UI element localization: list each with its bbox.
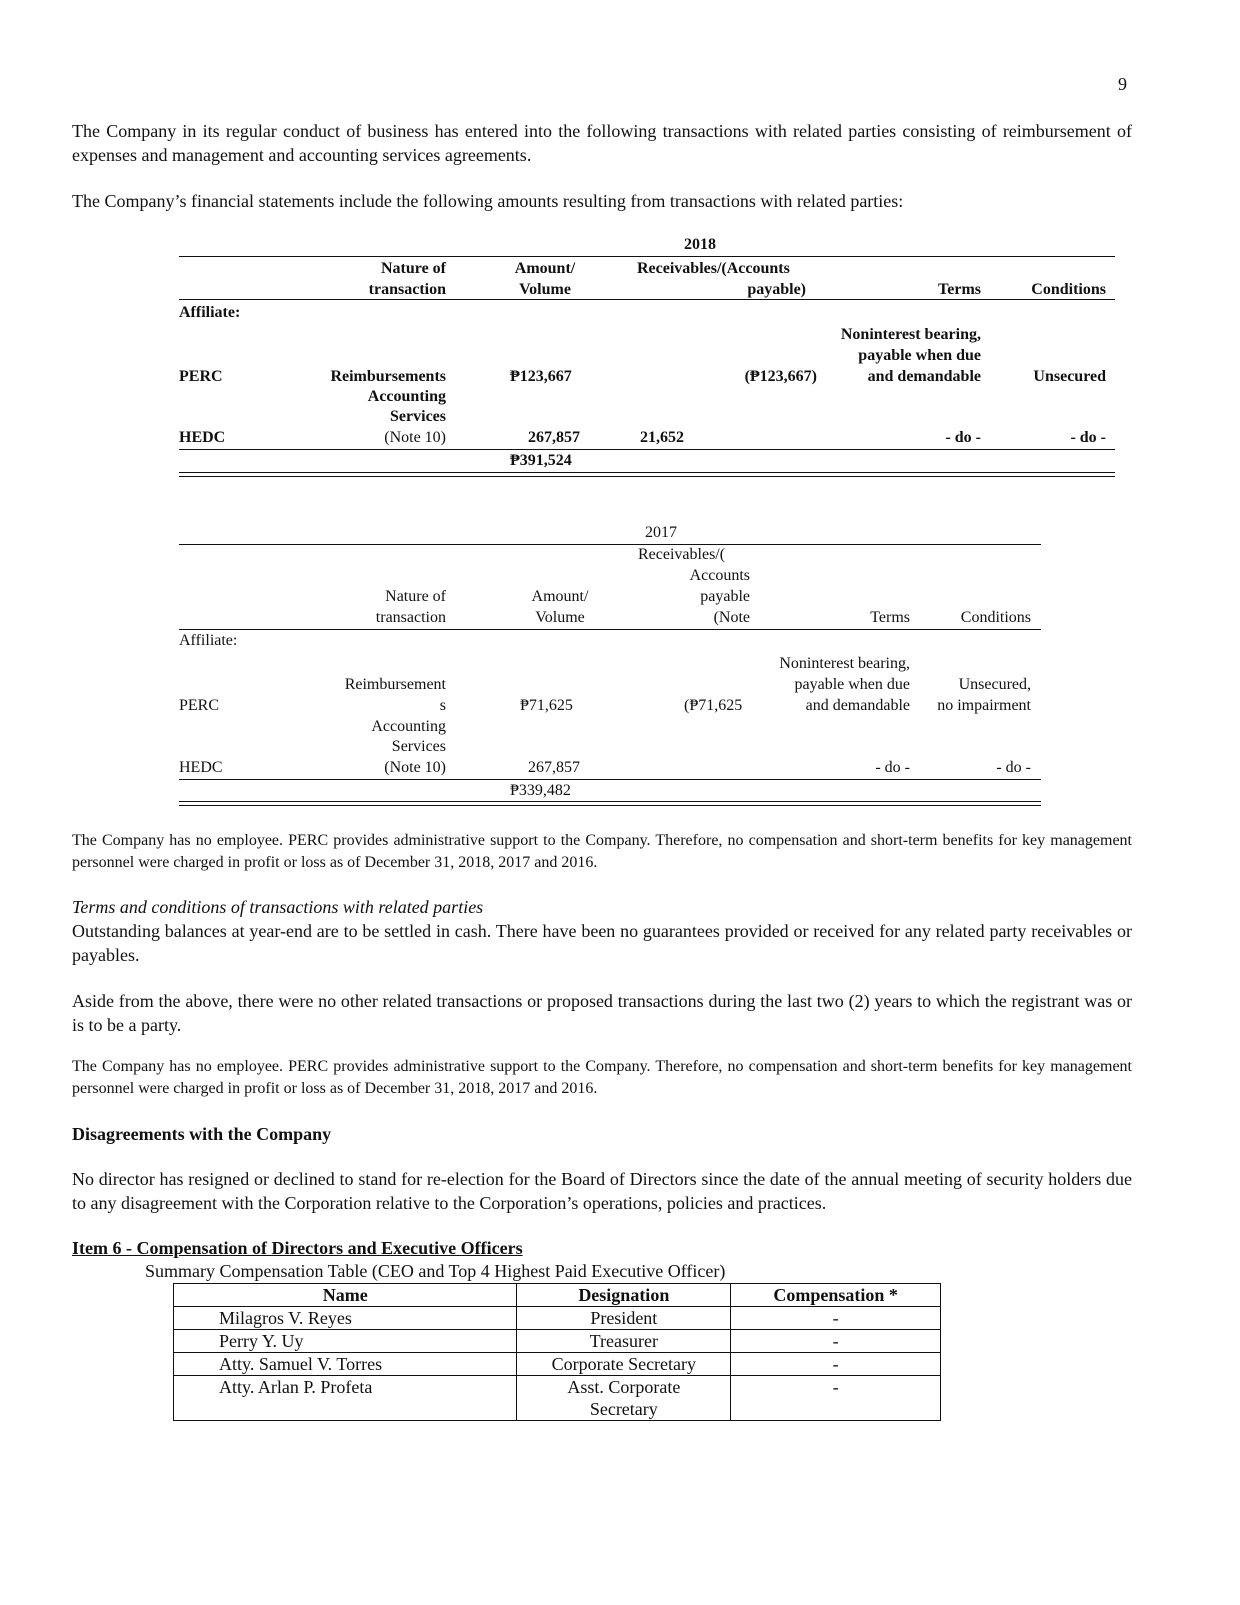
nature-cell: s [439, 697, 446, 714]
compensation-table [173, 1283, 941, 1421]
affiliate-name: PERC [179, 697, 220, 714]
affiliate-name: HEDC [179, 759, 223, 776]
rule [179, 629, 1041, 630]
column-header: Designation [517, 1284, 731, 1307]
rule [179, 299, 1115, 300]
table-row [174, 1307, 941, 1330]
terms-text: payable when due [794, 676, 910, 693]
conditions-text: no impairment [937, 697, 1031, 714]
terms-text: and demandable [867, 368, 981, 385]
header-terms: Terms [938, 281, 981, 298]
conditions-cell: - do - [996, 759, 1031, 776]
header-nature: Nature of [380, 260, 446, 277]
disagreements-body: No director has resigned or declined to stand for re-election for the Board of Directors since the date of the annual meeting of security holders due to any disagreement with the Corporation relative to the Corporation’s operations, policies and practices. [72, 1169, 1132, 1213]
no-employee-note: The Company has no employee. PERC provides administrative support to the Company. Therefore, no compensation and short-term benefits for key management personnel were charged in profit or loss as of December 31, 2018, 2017 and 2016. [72, 832, 1132, 871]
receivable-cell: 21,652 [640, 429, 684, 446]
designation-cell [517, 1376, 731, 1421]
header-nature: transaction [375, 609, 446, 626]
header-terms: Terms [870, 609, 910, 626]
table-row [174, 1353, 941, 1376]
compensation-cell: - [731, 1353, 941, 1376]
item6-heading: Item 6 - Compensation of Directors and Executive Officers [72, 1238, 523, 1258]
total-amount: ₱391,524 [510, 452, 572, 469]
compensation-cell: - [731, 1307, 941, 1330]
designation-cell: Corporate Secretary [517, 1353, 731, 1376]
rule [179, 544, 1041, 545]
nature-cell: (Note 10) [384, 759, 446, 776]
affiliate-label: Affiliate: [179, 632, 238, 649]
rule [179, 779, 1041, 780]
name-cell: Atty. Arlan P. Profeta [174, 1376, 517, 1421]
payable-cell: (₱123,667) [744, 368, 817, 385]
header-nature: Nature of [385, 588, 446, 605]
nature-cell: Reimbursement [344, 676, 446, 693]
affiliate-label: Affiliate: [179, 304, 241, 321]
nature-cell: Services [390, 408, 446, 425]
nature-cell: Reimbursements [330, 368, 446, 385]
name-cell: Atty. Samuel V. Torres [174, 1353, 517, 1376]
table-row [174, 1330, 941, 1353]
conditions-cell: - do - [1070, 429, 1106, 446]
table-row [174, 1376, 941, 1421]
table-year: 2018 [684, 236, 716, 253]
page-number: 9 [1118, 74, 1127, 94]
header-receivables: (Note [713, 609, 750, 626]
summary-caption: Summary Compensation Table (CEO and Top 4 Highest Paid Executive Officer) [145, 1261, 726, 1281]
nature-cell: Accounting [371, 718, 446, 735]
nature-cell: Services [391, 738, 446, 755]
terms-heading: Terms and conditions of transactions with related parties [72, 897, 484, 917]
amount-cell: ₱71,625 [520, 697, 573, 714]
rule [179, 472, 1115, 473]
intro-paragraph: The Company in its regular conduct of business has entered into the following transactions with related parties consisting of reimbursement of expenses and management and accounting services agreements. [72, 121, 1132, 165]
table-year: 2017 [645, 524, 677, 541]
terms-cell: - do - [945, 429, 981, 446]
no-employee-note-2: The Company has no employee. PERC provides administrative support to the Company. Therefore, no compensation and short-term benefits for key management personnel were charged in profit or loss as of December 31, 2018, 2017 and 2016. [72, 1058, 1132, 1097]
header-receivables: Receivables/(Accounts [637, 260, 790, 277]
intro-paragraph-2: The Company’s financial statements include the following amounts resulting from transactions with related parties: [72, 191, 904, 211]
header-conditions: Conditions [1031, 281, 1106, 298]
name-cell: Perry Y. Uy [174, 1330, 517, 1353]
payable-cell: (₱71,625 [684, 697, 743, 714]
header-nature: transaction [368, 281, 446, 298]
section-heading: Disagreements with the Company [72, 1124, 332, 1144]
header-amount: Amount/ [531, 588, 589, 605]
header-receivables: Receivables/( [638, 546, 726, 563]
amount-cell: ₱123,667 [510, 368, 572, 385]
terms-body: Outstanding balances at year-end are to be settled in cash. There have been no guarantees provided or received for any related party receivables or payables. [72, 921, 1132, 965]
rule [179, 476, 1115, 477]
terms-cell: - do - [875, 759, 910, 776]
header-amount: Volume [535, 609, 585, 626]
header-conditions: Conditions [960, 609, 1031, 626]
terms-text: Noninterest bearing, [840, 326, 981, 343]
rule [179, 805, 1041, 806]
column-header: Compensation * [731, 1284, 941, 1307]
terms-text: Noninterest bearing, [779, 655, 910, 672]
affiliate-name: HEDC [179, 429, 226, 446]
rule [179, 449, 1115, 450]
designation-line: Asst. Corporate [567, 1377, 681, 1397]
rule [179, 801, 1041, 802]
total-amount: ₱339,482 [510, 782, 571, 799]
nature-cell: (Note 10) [384, 429, 446, 446]
affiliate-name: PERC [179, 368, 223, 385]
table-header-row [174, 1284, 941, 1307]
header-receivables: payable [700, 588, 750, 605]
amount-cell: 267,857 [528, 759, 580, 776]
conditions-text: Unsecured, [958, 676, 1031, 693]
compensation-cell: - [731, 1330, 941, 1353]
name-cell: Milagros V. Reyes [174, 1307, 517, 1330]
nature-cell: Accounting [367, 388, 446, 405]
terms-text: payable when due [858, 347, 981, 364]
conditions-cell: Unsecured [1033, 368, 1106, 385]
header-receivables: Accounts [689, 567, 750, 584]
header-amount: Amount/ [514, 260, 576, 277]
terms-text: and demandable [805, 697, 910, 714]
header-amount: Volume [519, 281, 571, 298]
rule [179, 256, 1115, 257]
designation-cell: Treasurer [517, 1330, 731, 1353]
designation-line: Secretary [589, 1399, 658, 1419]
designation-cell: President [517, 1307, 731, 1330]
amount-cell: 267,857 [528, 429, 580, 446]
compensation-cell: - [731, 1376, 941, 1421]
header-receivables: payable) [747, 281, 806, 298]
aside-paragraph: Aside from the above, there were no other related transactions or proposed transactions during the last two (2) years to which the registrant was or is to be a party. [72, 991, 1132, 1035]
column-header: Name [174, 1284, 517, 1307]
